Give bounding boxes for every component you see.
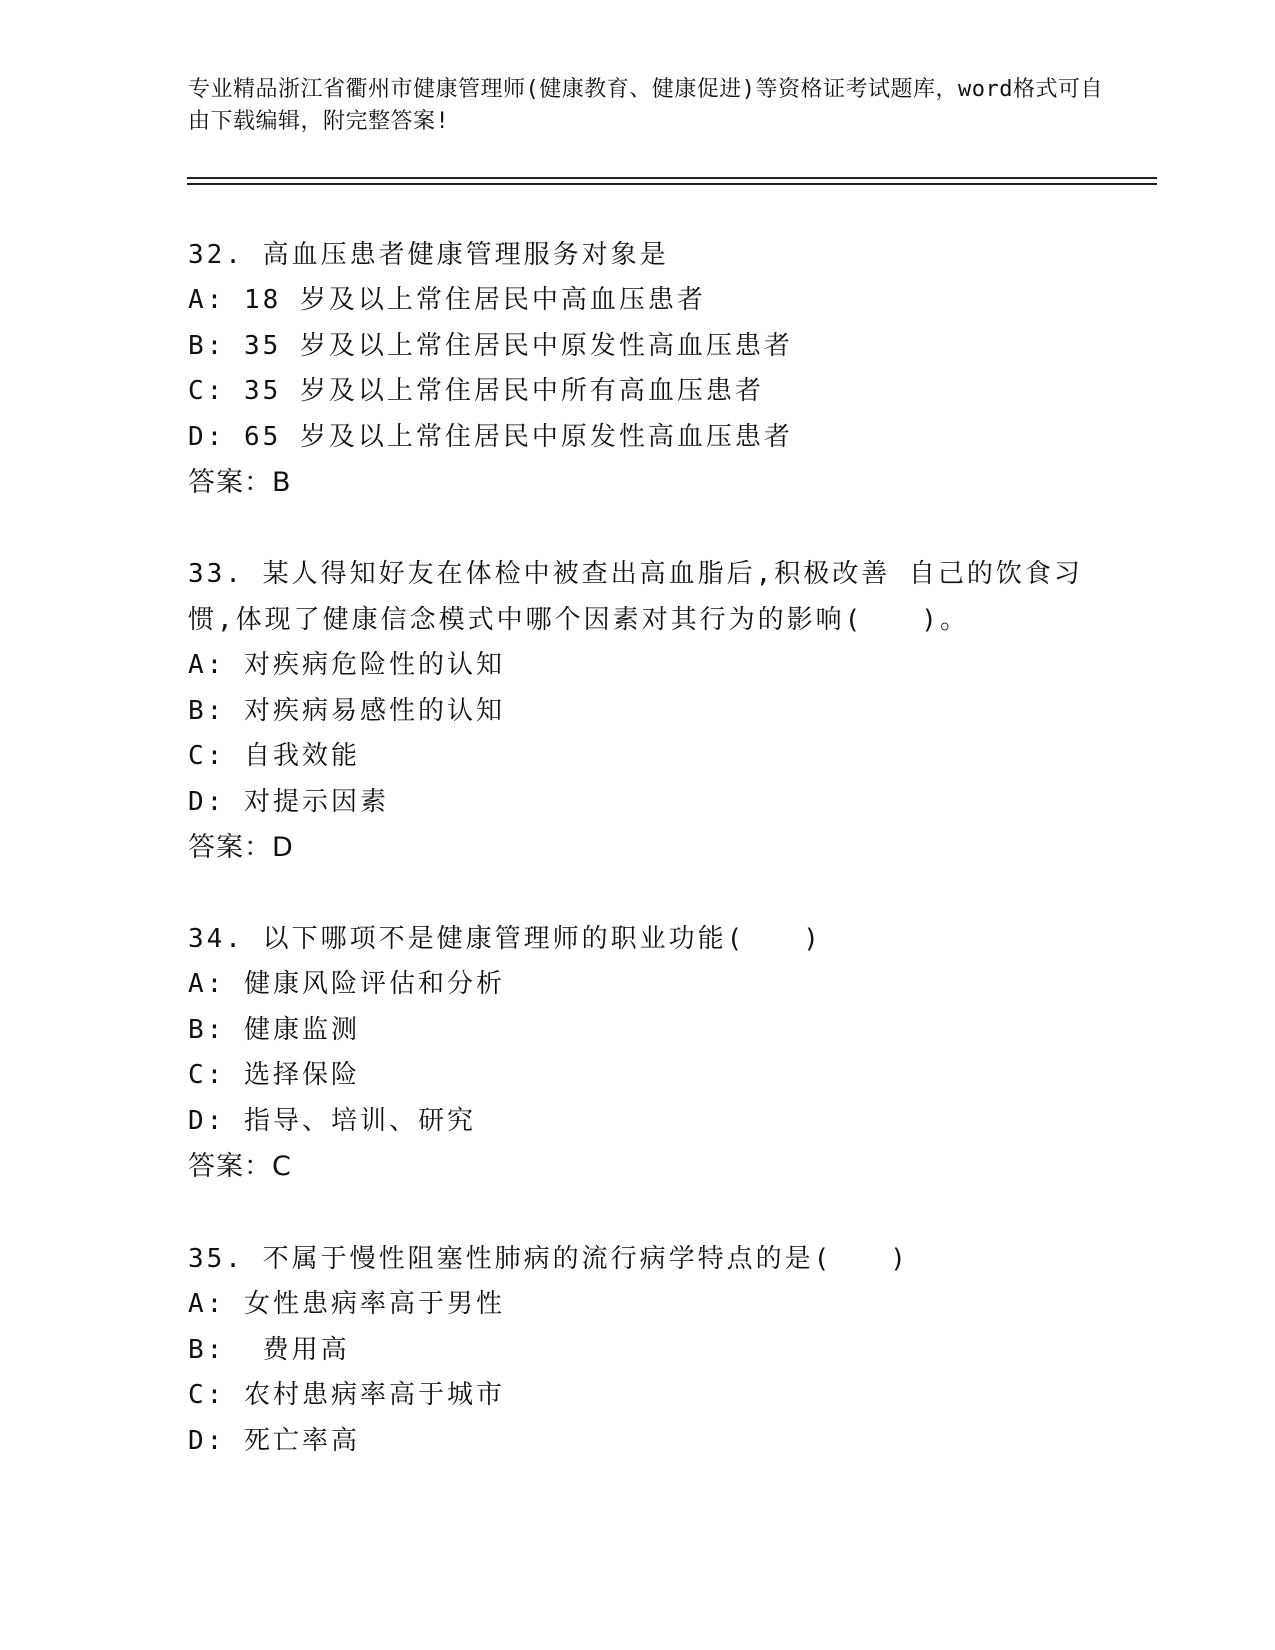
option-a: A: 健康风险评估和分析: [188, 969, 505, 999]
option-c: C: 自我效能: [188, 741, 360, 771]
question-stem: 34. 以下哪项不是健康管理师的职业功能( ): [188, 924, 822, 954]
question-33: [188, 551, 1088, 871]
option-a: A: 对疾病危险性的认知: [188, 650, 505, 680]
option-b: B: 35 岁及以上常住居民中原发性高血压患者: [188, 330, 793, 361]
option-b: B: 费用高: [188, 1334, 350, 1365]
question-34: [188, 916, 1088, 1190]
option-d: D: 65 岁及以上常住居民中原发性高血压患者: [188, 421, 793, 452]
option-b: B: 对疾病易感性的认知: [188, 695, 505, 726]
option-c: C: 农村患病率高于城市: [188, 1380, 505, 1410]
question-35: [188, 1236, 1088, 1464]
option-d: D: 指导、培训、研究: [188, 1105, 476, 1136]
option-a: A: 女性患病率高于男性: [188, 1289, 505, 1319]
option-a: A: 18 岁及以上常住居民中高血压患者: [188, 285, 706, 315]
option-c: C: 35 岁及以上常住居民中所有高血压患者: [188, 376, 764, 406]
answer-label: 答案：B: [188, 467, 292, 498]
option-c: C: 选择保险: [188, 1060, 360, 1090]
question-32: [188, 232, 1088, 506]
option-d: D: 对提示因素: [188, 786, 389, 817]
document-header: 专业精品浙江省衢州市健康管理师(健康教育、健康促进)等资格证考试题库，word格式可自由下载编辑，附完整答案!: [188, 77, 1103, 134]
question-stem: 35. 不属于慢性阻塞性肺病的流行病学特点的是( ): [188, 1244, 909, 1274]
answer-label: 答案：C: [188, 1151, 292, 1182]
question-stem: 33. 某人得知好友在体检中被查出高血脂后,积极改善 自己的饮食习惯,体现了健康信念模式中哪个因素对其行为的影响( )。: [188, 559, 1083, 635]
answer-label: 答案：D: [188, 832, 294, 863]
option-b: B: 健康监测: [188, 1014, 360, 1045]
question-stem: 32. 高血压患者健康管理服务对象是: [188, 240, 669, 270]
option-d: D: 死亡率高: [188, 1425, 360, 1456]
header-divider-bottom: [187, 183, 1157, 185]
header-divider-top: [187, 177, 1157, 179]
